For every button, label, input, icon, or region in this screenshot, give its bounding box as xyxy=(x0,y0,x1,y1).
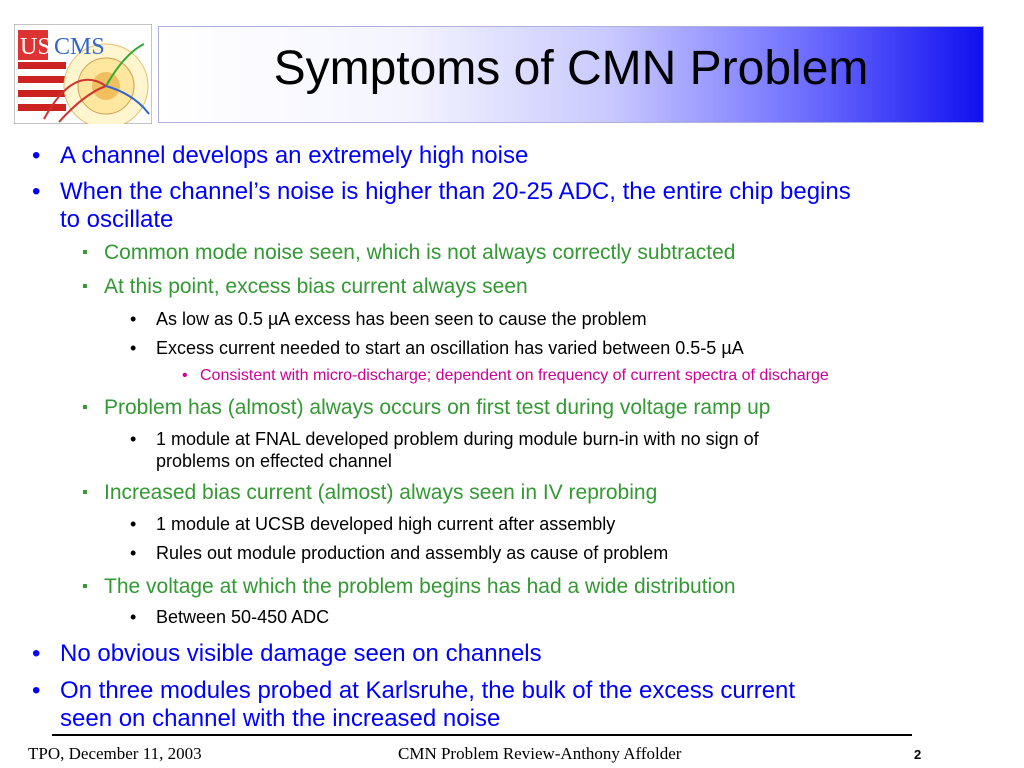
sub-sub-bullet-ucsb: 1 module at UCSB developed high current after assembly xyxy=(156,514,616,534)
bullet-4-line2: seen on channel with the increased noise xyxy=(60,705,501,732)
bullet-3: No obvious visible damage seen on channels xyxy=(60,640,542,667)
level4-bullet-micro-discharge: Consistent with micro-discharge; dependent on frequency of current spectra of discharge xyxy=(200,367,829,384)
sub-sub-bullet-marker: • xyxy=(130,514,137,534)
bullet-marker: • xyxy=(32,677,41,704)
slide-title: Symptoms of CMN Problem xyxy=(273,42,869,95)
footer-date: TPO, December 11, 2003 xyxy=(28,744,202,763)
sub-sub-bullet-fnal-line1: 1 module at FNAL developed problem during module burn-in with no sign of xyxy=(156,429,759,449)
sub-bullet-marker: ▪ xyxy=(82,399,88,416)
sub-sub-bullet-marker: • xyxy=(130,543,137,563)
sub-sub-bullet-adc-range: Between 50-450 ADC xyxy=(156,607,330,627)
us-cms-logo xyxy=(14,24,152,124)
sub-bullet-iv-reprobing: Increased bias current (almost) always seen in IV reprobing xyxy=(104,481,658,504)
bullet-2-line1: When the channel’s noise is higher than 20-25 ADC, the entire chip begins xyxy=(60,178,851,205)
sub-bullet-marker: ▪ xyxy=(82,244,88,261)
sub-sub-bullet-marker: • xyxy=(130,338,137,358)
bullet-marker: • xyxy=(32,178,41,205)
sub-sub-bullet-marker: • xyxy=(130,309,137,329)
sub-bullet-excess-bias: At this point, excess bias current always seen xyxy=(104,275,528,298)
level4-bullet-marker: • xyxy=(182,367,188,384)
bullet-4-line1: On three modules probed at Karlsruhe, the bulk of the excess current xyxy=(60,677,796,704)
sub-sub-bullet-marker: • xyxy=(130,607,137,627)
bullet-2-line2: to oscillate xyxy=(60,206,174,233)
sub-bullet-first-test: Problem has (almost) always occurs on first test during voltage ramp up xyxy=(104,396,771,419)
sub-bullet-marker: ▪ xyxy=(82,278,88,295)
footer-title: CMN Problem Review-Anthony Affolder xyxy=(398,744,682,763)
sub-sub-bullet-varied: Excess current needed to start an oscillation has varied between 0.5-5 µA xyxy=(156,338,744,358)
sub-sub-bullet-low: As low as 0.5 µA excess has been seen to cause the problem xyxy=(156,309,647,329)
bullet-1: A channel develops an extremely high noise xyxy=(60,142,529,169)
sub-bullet-common-mode: Common mode noise seen, which is not always correctly subtracted xyxy=(104,241,736,264)
sub-sub-bullet-fnal-line2: problems on effected channel xyxy=(156,451,392,471)
sub-bullet-marker: ▪ xyxy=(82,484,88,501)
sub-sub-bullet-marker: • xyxy=(130,429,137,449)
page-number: 2 xyxy=(914,747,922,762)
footer-divider xyxy=(52,734,912,736)
title-bar xyxy=(158,26,984,123)
sub-bullet-marker: ▪ xyxy=(82,578,88,595)
logo-text-us: US xyxy=(20,34,51,60)
sub-bullet-voltage-distribution: The voltage at which the problem begins has had a wide distribution xyxy=(104,575,736,598)
logo-text-cms: CMS xyxy=(54,34,105,60)
bullet-marker: • xyxy=(32,142,41,169)
sub-sub-bullet-rules-out: Rules out module production and assembly as cause of problem xyxy=(156,543,669,563)
bullet-marker: • xyxy=(32,640,41,667)
